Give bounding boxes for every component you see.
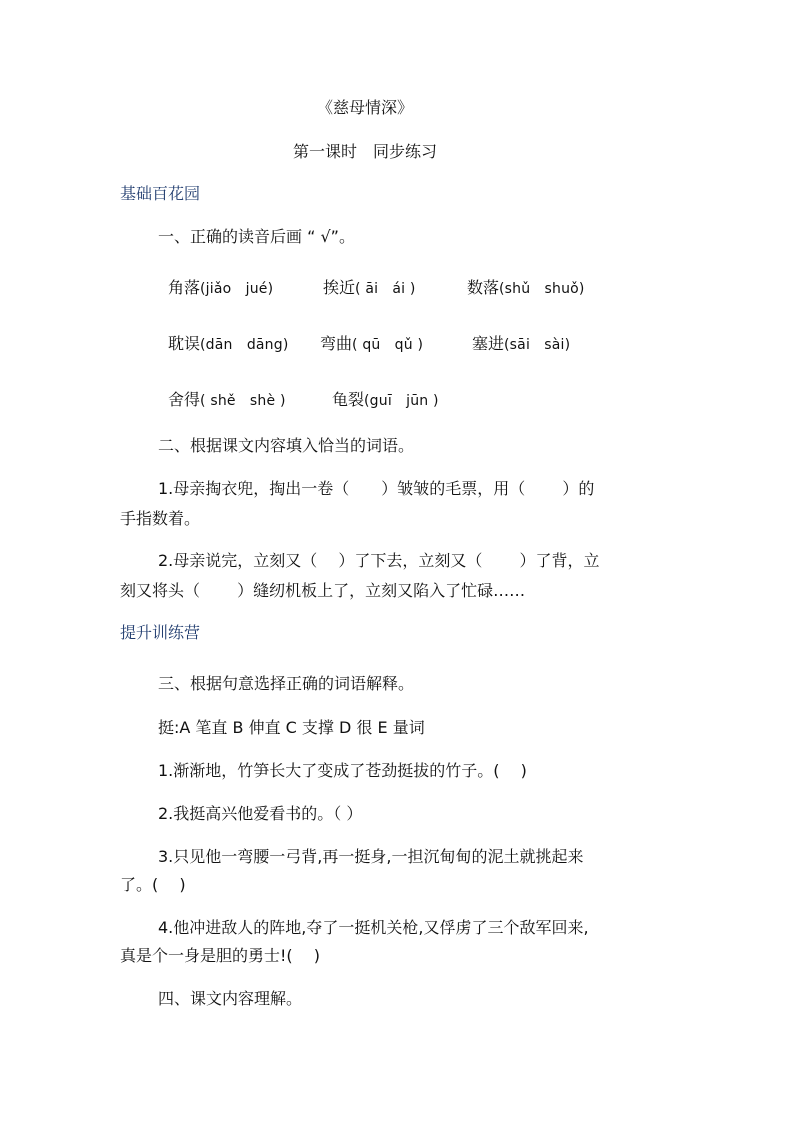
pinyin-item bbox=[168, 333, 289, 356]
choice-sentence-4-line-2: 真是个一身是胆的勇士!( ) bbox=[120, 946, 320, 965]
choice-sentence-3-line-1: 3.只见他一弯腰一弓背,再一挺身,一担沉甸甸的泥土就挑起来 bbox=[158, 847, 584, 866]
pinyin-item bbox=[168, 277, 273, 300]
fill-blank-sentence-1-line-1: 1.母亲掏衣兜，掏出一卷（ ）皱皱的毛票，用（ ）的 bbox=[158, 479, 595, 498]
choice-sentence-3-line-2: 了。( ) bbox=[120, 875, 186, 894]
fill-blank-sentence-2-line-2: 刻又将头（ ）缝纫机板上了，立刻又陷入了忙碌…… bbox=[120, 581, 526, 600]
pinyin-item bbox=[332, 389, 439, 412]
pinyin-item-options: (sāi sài) bbox=[504, 337, 571, 353]
question-2-heading: 二、根据课文内容填入恰当的词语。 bbox=[158, 436, 415, 455]
fill-blank-sentence-1-line-2: 手指数着。 bbox=[120, 509, 201, 528]
pinyin-item bbox=[323, 277, 416, 300]
pinyin-item-options: (dān dāng) bbox=[200, 337, 289, 353]
pinyin-item-word: 数落 bbox=[467, 278, 500, 297]
pinyin-item-word: 耽误 bbox=[168, 334, 201, 353]
pinyin-item bbox=[168, 389, 286, 412]
page-title: 《慈母情深》 bbox=[316, 98, 413, 117]
choice-sentence-1: 1.渐渐地，竹笋长大了变成了苍劲挺拔的竹子。( ) bbox=[158, 761, 527, 780]
pinyin-item-word: 弯曲 bbox=[320, 334, 353, 353]
pinyin-item-word: 塞进 bbox=[472, 334, 505, 353]
pinyin-item-options: ( shě shè ) bbox=[200, 393, 286, 409]
pinyin-item-word: 角落 bbox=[168, 278, 201, 297]
fill-blank-sentence-2-line-1: 2.母亲说完，立刻又（ ）了下去，立刻又（ ）了背，立 bbox=[158, 551, 600, 570]
choice-sentence-2: 2.我挺高兴他爱看书的。（ ） bbox=[158, 804, 363, 823]
page-subtitle: 第一课时 同步练习 bbox=[292, 142, 437, 161]
pinyin-item-options: ( qū qǔ ) bbox=[352, 337, 424, 353]
section-heading-improve: 提升训练营 bbox=[120, 623, 201, 642]
question-4-heading: 四、课文内容理解。 bbox=[158, 989, 303, 1008]
pinyin-item bbox=[472, 333, 570, 356]
question-3-heading: 三、根据句意选择正确的词语解释。 bbox=[158, 674, 415, 693]
pinyin-item-word: 挨近 bbox=[323, 278, 356, 297]
pinyin-item-word: 龟裂 bbox=[332, 390, 365, 409]
section-heading-basic: 基础百花园 bbox=[120, 184, 201, 203]
pinyin-item-options: (guī jūn ) bbox=[364, 393, 439, 409]
pinyin-item-options: (shǔ shuǒ) bbox=[499, 281, 585, 297]
pinyin-item bbox=[320, 333, 423, 356]
pinyin-item-options: ( āi ái ) bbox=[355, 281, 416, 297]
word-definition-options: 挺:A 笔直 B 伸直 C 支撑 D 很 E 量词 bbox=[158, 718, 425, 737]
question-1-heading: 一、正确的读音后画 “ √”。 bbox=[158, 227, 355, 246]
pinyin-item bbox=[467, 277, 585, 300]
pinyin-item-options: (jiǎo jué) bbox=[200, 281, 274, 297]
choice-sentence-4-line-1: 4.他冲进敌人的阵地,夺了一挺机关枪,又俘虏了三个敌军回来, bbox=[158, 918, 589, 937]
pinyin-item-word: 舍得 bbox=[168, 390, 201, 409]
